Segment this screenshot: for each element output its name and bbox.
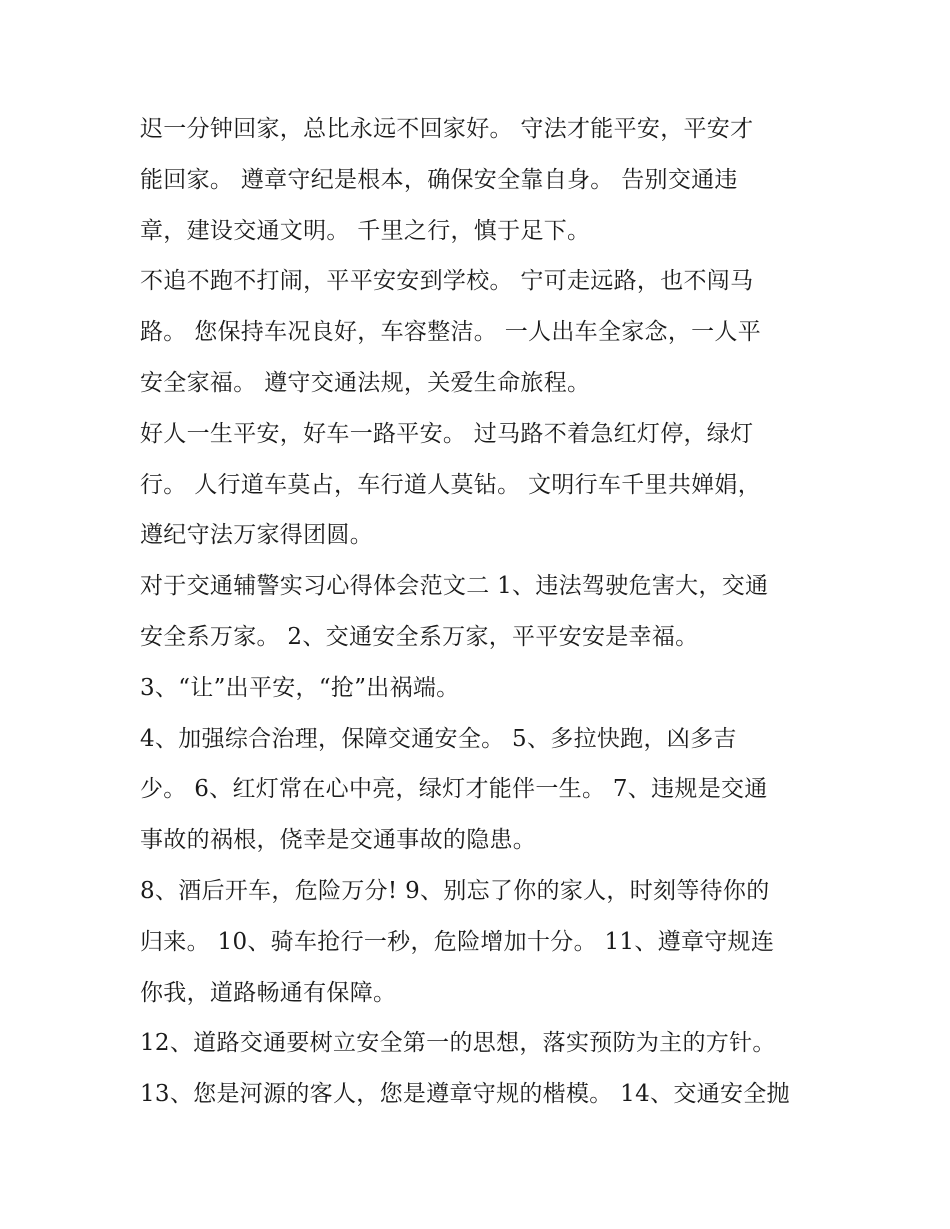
text-line: 迟一分钟回家，总比永远不回家好。 守法才能平安，平安才 — [140, 116, 754, 142]
text-line: 章，建设交通文明。 千里之行，慎于足下。 — [140, 217, 591, 244]
text-line: 行。 人行道车莫占，车行道人莫钻。 文明行车千里共婵娟， — [140, 471, 762, 498]
text-line: 事故的祸根，侥幸是交通事故的隐患。 — [140, 827, 537, 854]
text-line: 不追不跑不打闹，平平安安到学校。 宁可走远路，也不闯马 — [140, 268, 754, 295]
text-line: 路。 您保持车况良好，车容整洁。 一人出车全家念，一人平 — [140, 319, 762, 346]
text-line: 8、酒后开车，危险万分! 9、别忘了你的家人，时刻等待你的 — [140, 877, 770, 904]
text-line: 好人一生平安，好车一路平安。 过马路不着急红灯停，绿灯 — [140, 420, 754, 447]
text-line: 4、加强综合治理，保障交通安全。 5、多拉快跑，凶多吉 — [140, 725, 737, 752]
text-line: 12、道路交通要树立安全第一的思想，落实预防为主的方针。 — [140, 1030, 776, 1057]
text-line: 少。 6、红灯常在心中亮，绿灯才能伴一生。 7、违规是交通 — [140, 776, 768, 803]
text-line: 安全系万家。 2、交通安全系万家，平平安安是幸福。 — [140, 623, 699, 650]
text-line: 归来。 10、骑车抢行一秒，危险增加十分。 11、遵章守规连 — [140, 928, 775, 955]
text-line: 你我，道路畅通有保障。 — [140, 979, 397, 1006]
text-line: 对于交通辅警实习心得体会范文二 1、违法驾驶危害大，交通 — [140, 573, 769, 600]
text-line: 安全家福。 遵守交通法规，关爱生命旅程。 — [140, 369, 591, 396]
text-line: 遵纪守法万家得团圆。 — [140, 522, 373, 549]
text-line: 3、“让”出平安，“抢”出祸端。 — [140, 674, 460, 701]
document-body — [140, 104, 820, 1120]
text-line: 能回家。 遵章守纪是根本，确保安全靠自身。 告别交通违 — [140, 166, 738, 193]
text-line: 13、您是河源的客人，您是遵章守规的楷模。 14、交通安全抛 — [140, 1081, 790, 1108]
